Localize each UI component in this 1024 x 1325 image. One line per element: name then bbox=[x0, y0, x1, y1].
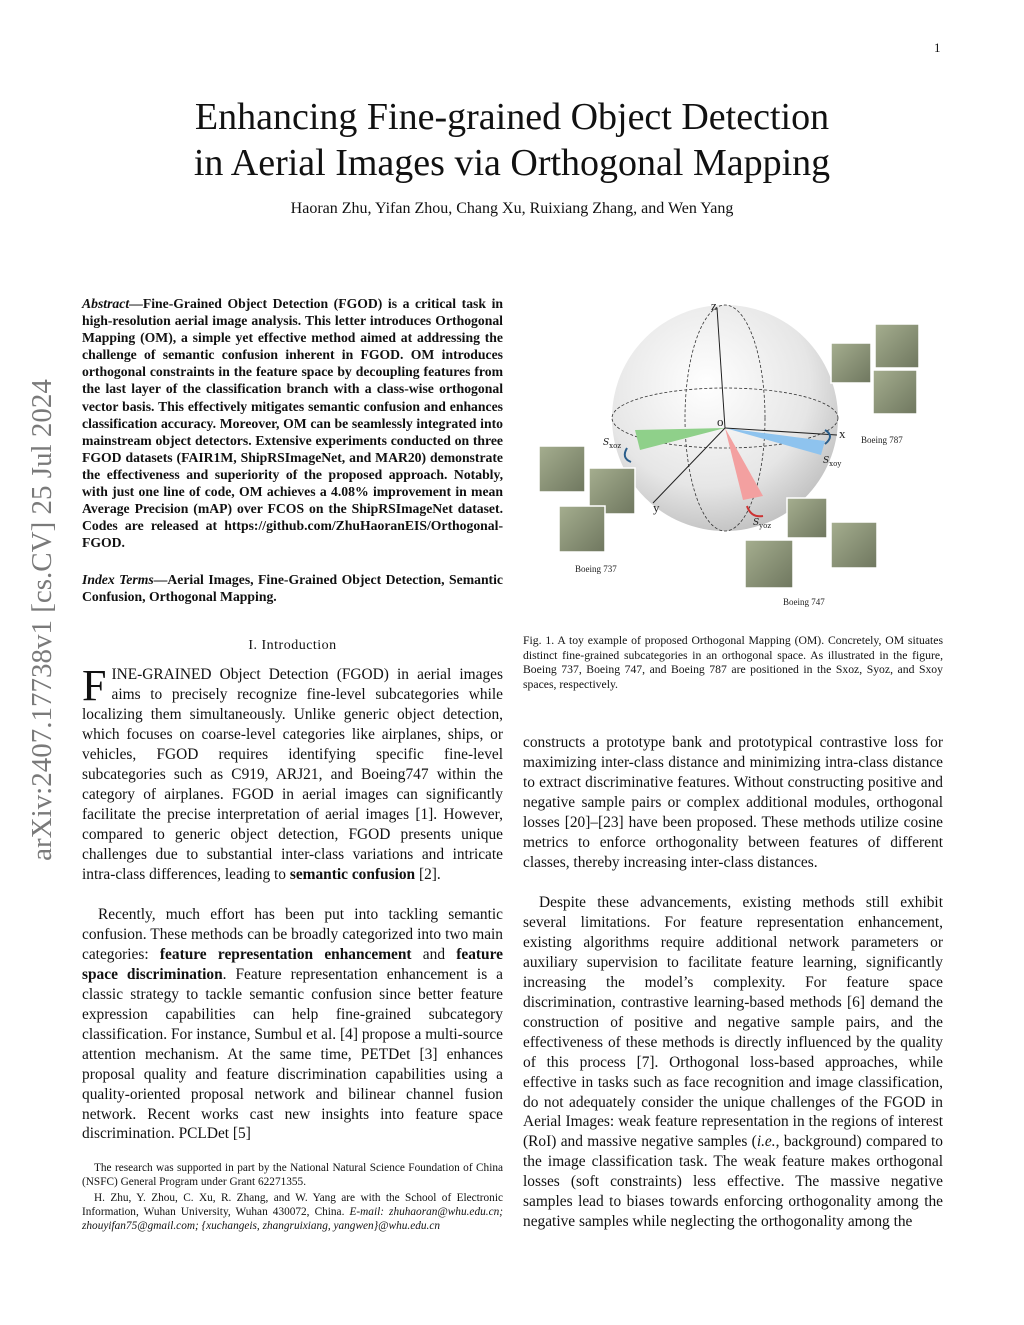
axis-x-label: x bbox=[839, 426, 846, 441]
thumb-737-c bbox=[559, 506, 605, 552]
figure-caption: Fig. 1. A toy example of proposed Orthogonal Mapping (OM). Concretely, OM situates distinct fine-grained subcategories in an orthogonal space. As illustrated in the figure, Boeing 737, Boeing 747, and Boeing 787 are positioned in the Sxoz, Syoz, and Sxoy spaces, respectively. bbox=[523, 634, 943, 691]
label-boeing-737: Boeing 737 bbox=[575, 564, 617, 574]
index-terms bbox=[82, 571, 503, 605]
label-boeing-787: Boeing 787 bbox=[861, 435, 903, 445]
s-xoz-sub: xoz bbox=[609, 442, 622, 450]
right-p2-ie: i.e. bbox=[756, 1133, 776, 1151]
thumb-787-c bbox=[873, 370, 917, 414]
author-list: Haoran Zhu, Yifan Zhou, Chang Xu, Ruixiang Zhang, and Wen Yang bbox=[290, 200, 734, 217]
thumb-747-b bbox=[831, 522, 877, 568]
s-yoz-s: S bbox=[753, 518, 760, 528]
abstract-text: —Fine-Grained Object Detection (FGOD) is a critical task in high-resolution aerial image analysis. This letter introduces Orthogonal Mapping (OM), a simple yet effective method aimed at addressing the challenge of semantic confusion inherent in FGOD. OM introduces orthogonal constraints in the feature space by decoupling features from the last layer of the classification branch with a class-wise orthogonal vector basis. This effectively mitigates semantic confusion and enhances classification accuracy. Moreover, OM can be seamlessly integrated into mainstream object detectors. Extensive experiments conducted on three FGOD datasets (FAIR1M, ShipRSImageNet, and MAR20) demonstrate the effectiveness and superiority of the proposed approach. Notably, with just one line of code, OM achieves a 4.08% improvement in mean Average Precision (mAP) over FCOS on the ShipRSImageNet dataset. Codes are released at https://github.com/ZhuHaoranEIS/Orthogonal-FGOD. bbox=[82, 296, 503, 551]
figure-orthogonal-mapping bbox=[535, 300, 935, 612]
thumb-787-b bbox=[875, 324, 919, 368]
footnote-funding: The research was supported in part by the National Natural Science Foundation of China (NSFC) General Program under Grant 62271355. bbox=[82, 1162, 503, 1188]
abstract bbox=[82, 295, 503, 551]
intro-p1-end: [2]. bbox=[415, 865, 441, 883]
right-paragraph-2 bbox=[523, 893, 943, 1232]
axis-z-label: z bbox=[711, 300, 717, 313]
right-paragraph-1: constructs a prototype bank and prototypical contrastive loss for maximizing inter-class distance and minimizing intra-class distance to extract discriminative features. Without constructing positive and negative sample pairs or complex additional modules, orthogonal losses [20]–[23] have been proposed. These methods utilize cosine metrics to enforce orthogonality between features of different classes, thereby increasing inter-class distances. bbox=[523, 734, 943, 871]
s-xoz-s: S bbox=[603, 438, 610, 448]
s-xoy-sub: xoy bbox=[829, 460, 842, 468]
right-p2-b: , background) compared to the image classification task. The weak feature makes orthogonal losses (soft constraints) less effective. The massive negative samples lead to biases towards enforcing orthogonality among the negative samples while neglecting the orthogonality among the bbox=[523, 1133, 943, 1231]
index-terms-lead: Index Terms bbox=[82, 572, 154, 587]
paper-title bbox=[150, 94, 874, 186]
label-boeing-747: Boeing 747 bbox=[783, 597, 825, 607]
thumb-747-a bbox=[787, 498, 827, 538]
thumb-737-a bbox=[539, 446, 585, 492]
intro-p2-a: Recently, much effort has been put into tackling semantic confusion. These methods can be broadly categorized into two main categories: bbox=[82, 906, 503, 963]
section-heading: I. Introduction bbox=[248, 638, 337, 653]
axis-y-label: y bbox=[653, 500, 660, 515]
abstract-lead: Abstract bbox=[82, 296, 130, 311]
arxiv-stamp: arXiv:2407.17738v1 [cs.CV] 25 Jul 2024 bbox=[26, 379, 58, 861]
footnote-affiliation bbox=[82, 1191, 503, 1233]
boeing737-thumbnails bbox=[539, 446, 635, 574]
thumb-787-a bbox=[831, 343, 871, 383]
intro-p2-c: . Feature representation enhancement is a classic strategy to tackle semantic confusion since better feature expression capabilities can help fine-grained subcategory classification. For instance, Sumbul et al. [4] propose a multi-source attention mechanism. At the same time, PETDet [3] enhances proposal quality and feature discrimination capabilities using a quality-oriented proposal network and bilinear channel fusion network. Recent works cast new insights into feature space discrimination. PCLDet [5] bbox=[82, 965, 503, 1143]
intro-paragraph-1 bbox=[82, 661, 503, 884]
s-xoy-s: S bbox=[823, 456, 830, 466]
index-terms-text: —Aerial Images, Fine-Grained Object Detection, Semantic Confusion, Orthogonal Mapping. bbox=[82, 572, 503, 605]
intro-paragraph-2 bbox=[82, 905, 503, 1144]
title-line-1: Enhancing Fine-grained Object Detection bbox=[194, 96, 830, 138]
footnote-affiliation-text: H. Zhu, Y. Zhou, C. Xu, R. Zhang, and W. Yang are with the School of Electronic Information, Wuhan University, Wuhan 430072, China. bbox=[82, 1192, 503, 1218]
s-yoz-sub: yoz bbox=[759, 522, 772, 530]
unit-sphere bbox=[612, 305, 838, 531]
intro-p1-bold: semantic confusion bbox=[289, 865, 416, 883]
origin-label: o bbox=[717, 414, 724, 429]
intro-p2-b: and bbox=[411, 945, 457, 963]
page-number: 1 bbox=[934, 40, 941, 55]
drop-cap: F bbox=[82, 661, 107, 710]
right-p2-a: Despite these advancements, existing methods still exhibit several limitations. For feature representation enhancement, existing algorithms require additional network parameters or auxiliary supervision to facilitate feature learning, significantly increasing the model’s complexity. For feature space discrimination, contrastive learning-based methods [6] demand the construction of positive and negative sample pairs, and the effectiveness of these methods is directly influenced by the quality of this process [7]. Orthogonal loss-based approaches, while effective in tasks such as face recognition and image classification, do not adequately consider the unique challenges of the FGOD in Aerial Images: weak feature representation in the regions of interest (RoI) and massive negative samples ( bbox=[523, 894, 943, 1151]
intro-p1-text: INE-GRAINED Object Detection (FGOD) in aerial images aims to precisely recognize fine-level subcategories while localizing them simultaneously. Unlike generic object detection, which focuses on coarse-level categories like airplanes, ships, or vehicles, FGOD requires identifying specific fine-level subcategories such as C919, ARJ21, and Boeing747 within the category of airplanes. FGOD in aerial images can significantly facilitate the precise interpretation of aerial images [1]. However, compared to generic object detection, FGOD presents unique challenges due to substantial inter-class variations and intricate intra-class differences, leading to bbox=[82, 666, 503, 883]
intro-p2-bold-2: feature space discrimination bbox=[82, 945, 504, 983]
thumb-747-c bbox=[745, 540, 793, 588]
footnote-emails: E-mail: zhuhaoran@whu.edu.cn; zhouyifan75@gmail.com; {xuchangeis, zhangruixiang, yangwen}@whu.edu.cn bbox=[82, 1206, 503, 1232]
title-line-2: in Aerial Images via Orthogonal Mapping bbox=[193, 142, 831, 184]
intro-p2-bold-1: feature representation enhancement bbox=[159, 945, 412, 963]
